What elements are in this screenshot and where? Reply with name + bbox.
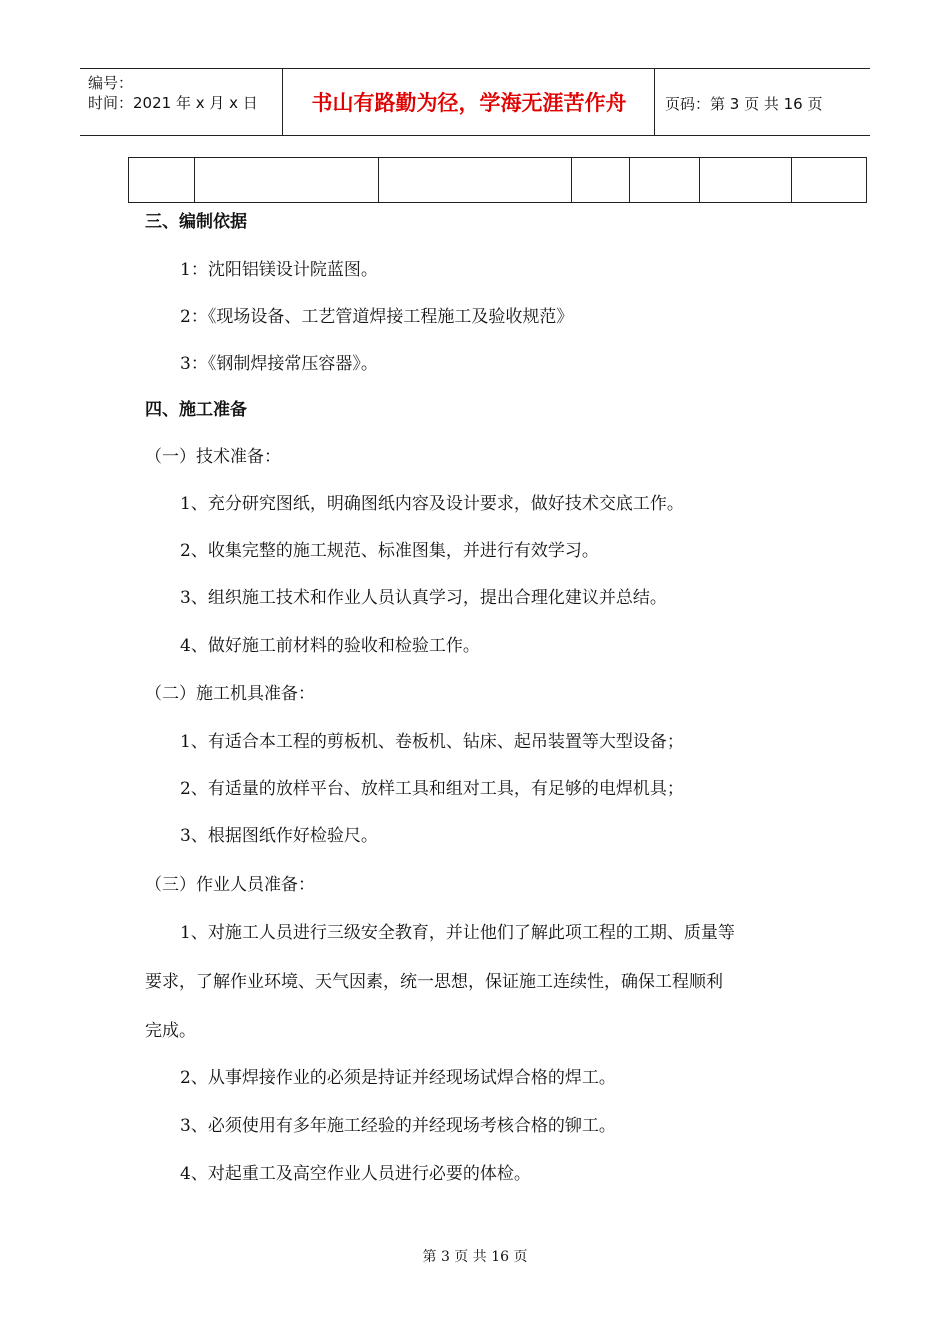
page-header <box>80 68 870 136</box>
technical-item: 4、做好施工前材料的验收和检验工作。 <box>180 636 480 656</box>
page-footer: 第 3 页 共 16 页 <box>422 1249 528 1265</box>
document-date: 时间：2021 年 x 月 x 日 <box>88 94 258 112</box>
staff-item-line: 完成。 <box>145 1021 196 1041</box>
section-title-basis: 三、编制依据 <box>145 212 247 232</box>
table-cell-border <box>378 158 379 202</box>
technical-item: 2、收集完整的施工规范、标准图集，并进行有效学习。 <box>180 541 599 561</box>
staff-item: 2、从事焊接作业的必须是持证并经现场试焊合格的焊工。 <box>180 1068 616 1088</box>
basis-item: 3：《钢制焊接常压容器》。 <box>180 354 378 374</box>
staff-item: 4、对起重工及高空作业人员进行必要的体检。 <box>180 1164 531 1184</box>
staff-item: 3、必须使用有多年施工经验的并经现场考核合格的铆工。 <box>180 1116 616 1136</box>
table-cell-border <box>791 158 792 202</box>
header-meta <box>88 73 258 113</box>
tools-item: 1、有适合本工程的剪板机、卷板机、钻床、起吊装置等大型设备； <box>180 732 684 752</box>
subsection-title-technical: （一）技术准备： <box>145 447 281 467</box>
table-cell-border <box>571 158 572 202</box>
technical-item: 3、组织施工技术和作业人员认真学习，提出合理化建议并总结。 <box>180 588 667 608</box>
basis-item: 2：《现场设备、工艺管道焊接工程施工及验收规范》 <box>180 307 574 327</box>
subsection-title-tools: （二）施工机具准备： <box>145 684 315 704</box>
staff-item-line: 要求，了解作业环境、天气因素，统一思想，保证施工连续性，确保工程顺利 <box>145 972 723 992</box>
table-cell-border <box>194 158 195 202</box>
tools-item: 2、有适量的放样平台、放样工具和组对工具，有足够的电焊机具； <box>180 779 684 799</box>
header-page-info: 页码：第 3 页 共 16 页 <box>665 95 823 113</box>
basis-item: 1：沈阳铝镁设计院蓝图。 <box>180 260 378 280</box>
table-cell-border <box>629 158 630 202</box>
document-number-label: 编号： <box>88 74 134 92</box>
subsection-title-staff: （三）作业人员准备： <box>145 875 315 895</box>
tools-item: 3、根据图纸作好检验尺。 <box>180 826 378 846</box>
staff-item-line: 1、对施工人员进行三级安全教育，并让他们了解此项工程的工期、质量等 <box>180 923 735 943</box>
technical-item: 1、充分研究图纸，明确图纸内容及设计要求，做好技术交底工作。 <box>180 494 684 514</box>
section-title-preparation: 四、施工准备 <box>145 400 247 420</box>
header-motto: 书山有路勤为径，学海无涯苦作舟 <box>311 91 627 115</box>
header-divider <box>654 69 655 135</box>
table-cell-border <box>699 158 700 202</box>
continued-table-row <box>128 157 867 203</box>
